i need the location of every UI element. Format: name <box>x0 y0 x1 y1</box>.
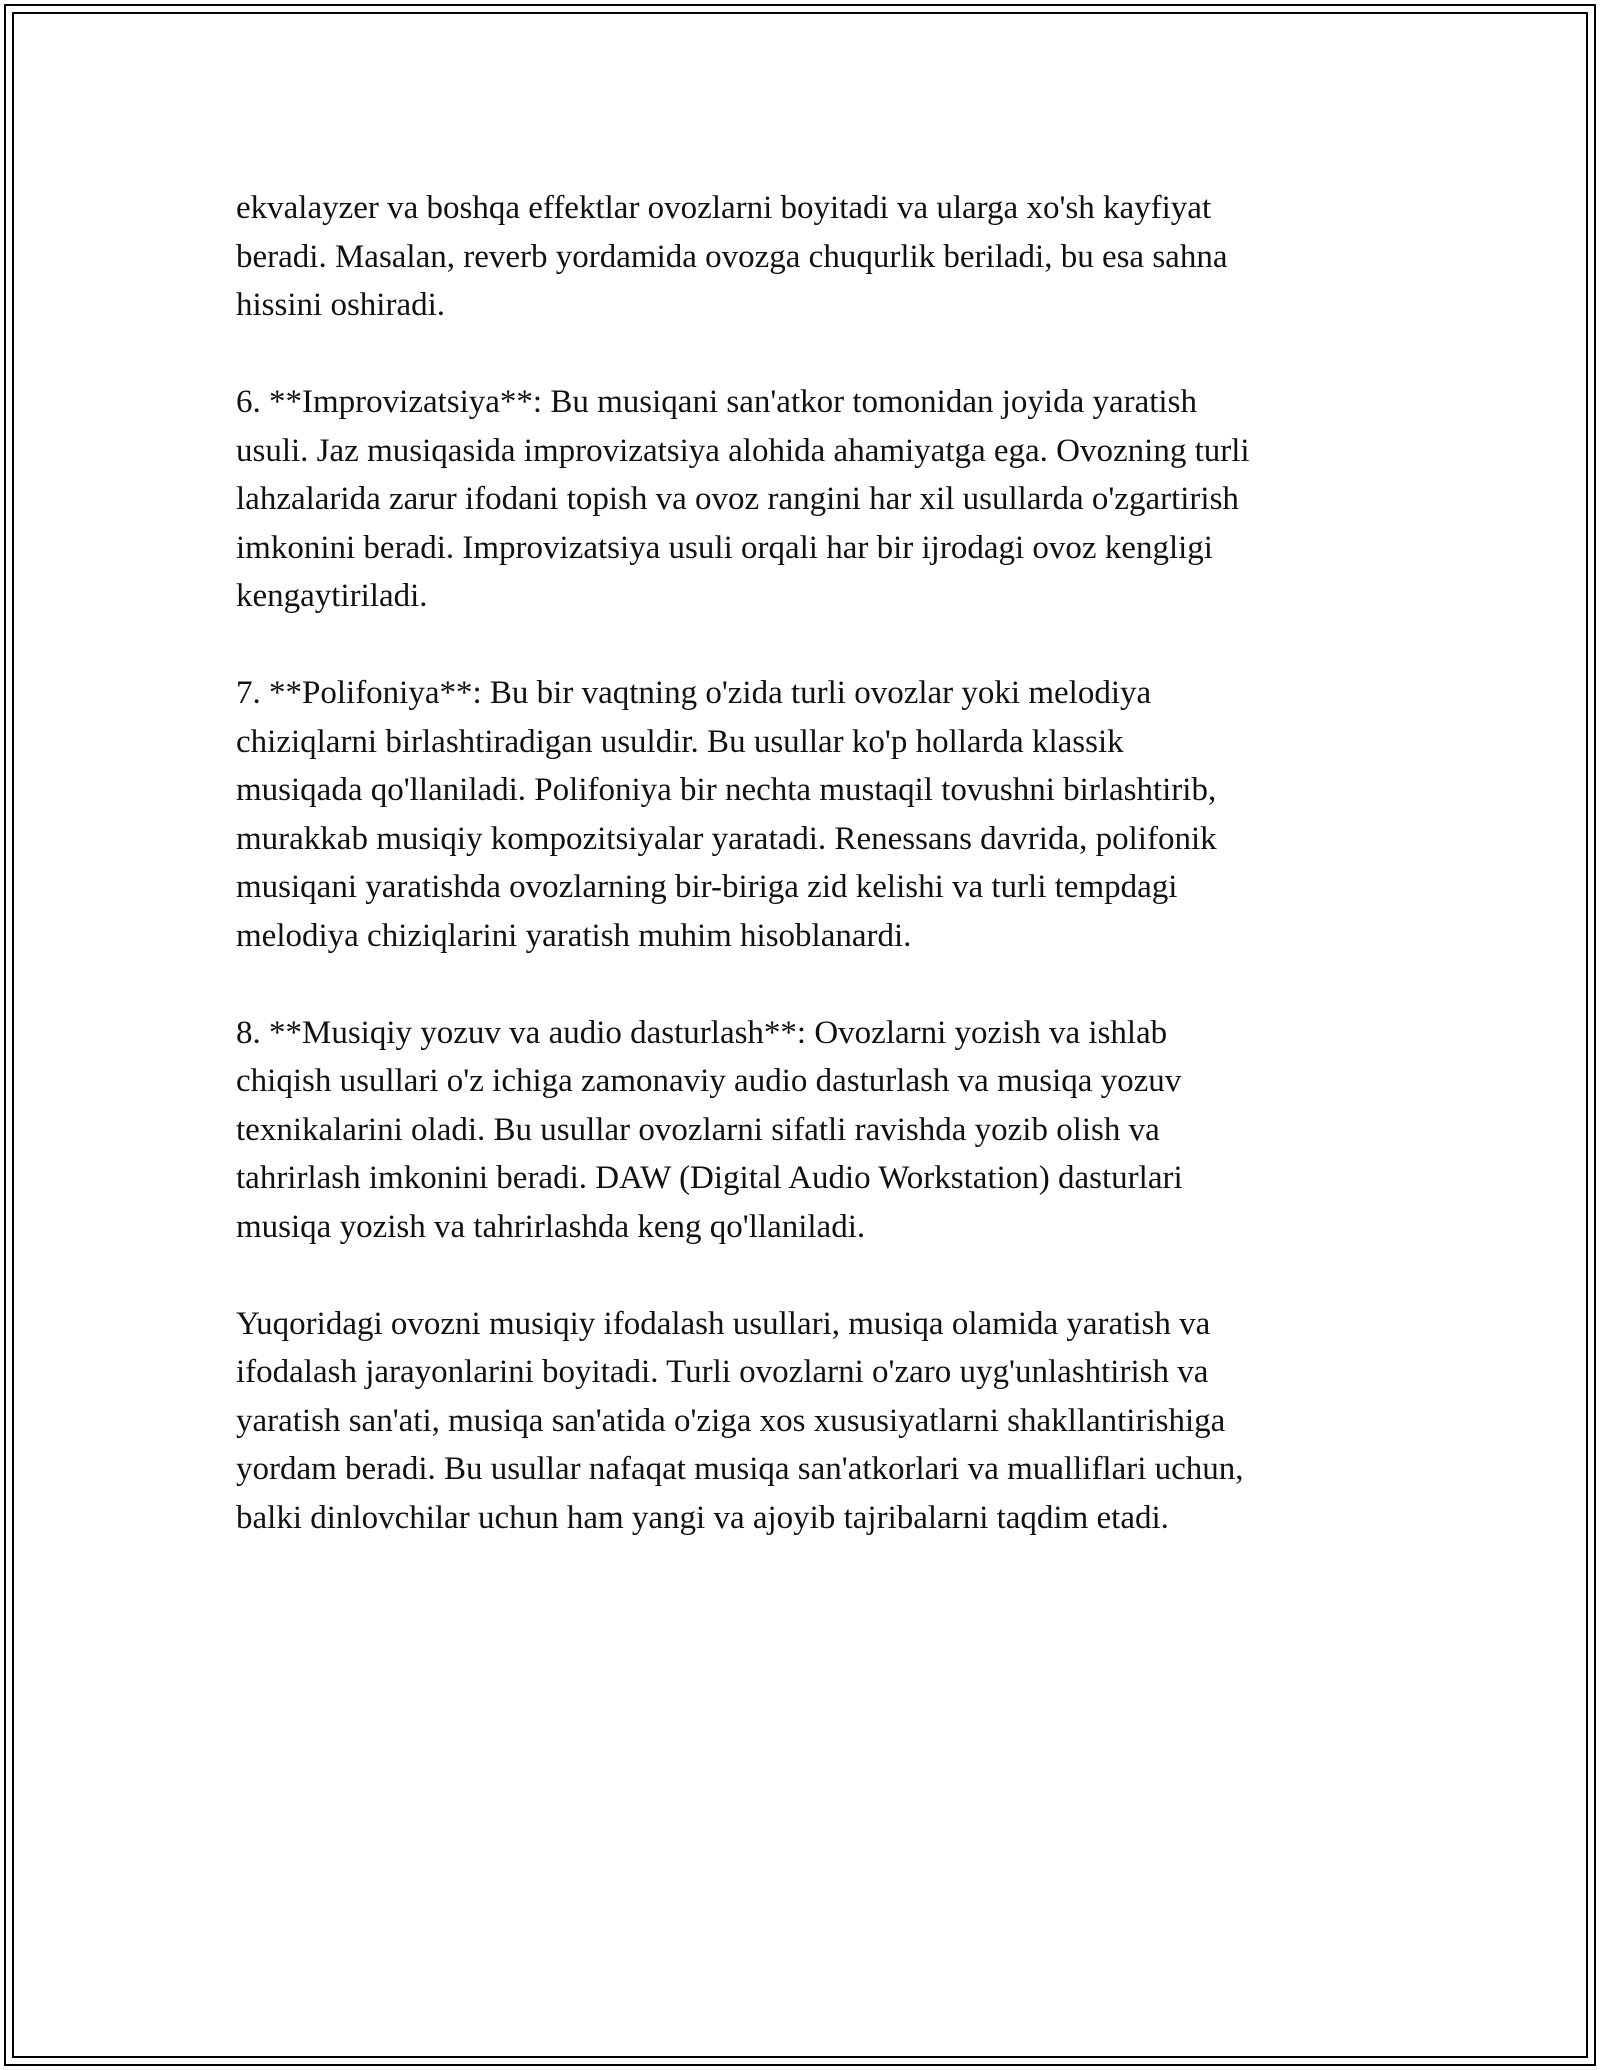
text-line: 7. **Polifoniya**: Bu bir vaqtning o'zida turli ovozlar yoki melodiya <box>236 675 1152 711</box>
text-line: hissini oshiradi. <box>236 287 446 323</box>
text-line: chiqish usullari o'z ichiga zamonaviy audio dasturlash va musiqa yozuv <box>236 1063 1182 1099</box>
text-line: ekvalayzer va boshqa effektlar ovozlarni boyitadi va ularga xo'sh kayfiyat <box>236 190 1212 226</box>
text-line: musiqa yozish va tahrirlashda keng qo'llaniladi. <box>236 1208 866 1245</box>
text-line: ifodalash jarayonlarini boyitadi. Turli ovozlarni o'zaro uyg'unlashtirish va <box>236 1354 1209 1390</box>
document-body <box>236 184 1386 1591</box>
text-line: musiqani yaratishda ovozlarning bir-biriga zid kelishi va turli tempdagi <box>236 869 1178 905</box>
text-line: 8. **Musiqiy yozuv va audio dasturlash**: Ovozlarni yozish va ishlab <box>236 1014 1168 1051</box>
text-line: balki dinlovchilar uchun ham yangi va ajoyib tajribalarni taqdim etadi. <box>236 1499 1169 1536</box>
text-line: imkonini beradi. Improvizatsiya usuli orqali har bir ijrodagi ovoz kengligi <box>236 529 1213 566</box>
text-line: yaratish san'ati, musiqa san'atida o'ziga xos xususiyatlarni shakllantirishiga <box>236 1402 1226 1439</box>
text-line: usuli. Jaz musiqasida improvizatsiya alohida ahamiyatga ega. Ovozning turli <box>236 432 1250 469</box>
text-line: chiziqlarni birlashtiradigan usuldir. Bu usullar ko'p hollarda klassik <box>236 723 1124 760</box>
text-line: musiqada qo'llaniladi. Polifoniya bir nechta mustaqil tovushni birlashtirib, <box>236 772 1217 808</box>
paragraph-improvisation <box>236 378 1386 621</box>
text-line: melodiya chiziqlarini yaratish muhim hisoblanardi. <box>236 917 912 954</box>
text-line: lahzalarida zarur ifodani topish va ovoz rangini har xil usullarda o'zgartirish <box>236 481 1239 517</box>
text-line: murakkab musiqiy kompozitsiyalar yaratadi. Renessans davrida, polifonik <box>236 820 1217 857</box>
paragraph-recording-audio <box>236 1009 1386 1252</box>
text-line: 6. **Improvizatsiya**: Bu musiqani san'atkor tomonidan joyida yaratish <box>236 384 1197 420</box>
text-line: Yuqoridagi ovozni musiqiy ifodalash usullari, musiqa olamida yaratish va <box>236 1305 1211 1342</box>
paragraph-effects-continued <box>236 184 1386 330</box>
text-line: kengaytiriladi. <box>236 578 428 614</box>
text-line: beradi. Masalan, reverb yordamida ovozga chuqurlik beriladi, bu esa sahna <box>236 238 1228 275</box>
text-line: yordam beradi. Bu usullar nafaqat musiqa san'atkorlari va mualliflari uchun, <box>236 1451 1244 1487</box>
text-line: tahrirlash imkonini beradi. DAW (Digital Audio Workstation) dasturlari <box>236 1160 1183 1196</box>
paragraph-polyphony <box>236 669 1386 960</box>
text-line: texnikalarini oladi. Bu usullar ovozlarni sifatli ravishda yozib olish va <box>236 1111 1160 1148</box>
paragraph-conclusion <box>236 1300 1386 1543</box>
